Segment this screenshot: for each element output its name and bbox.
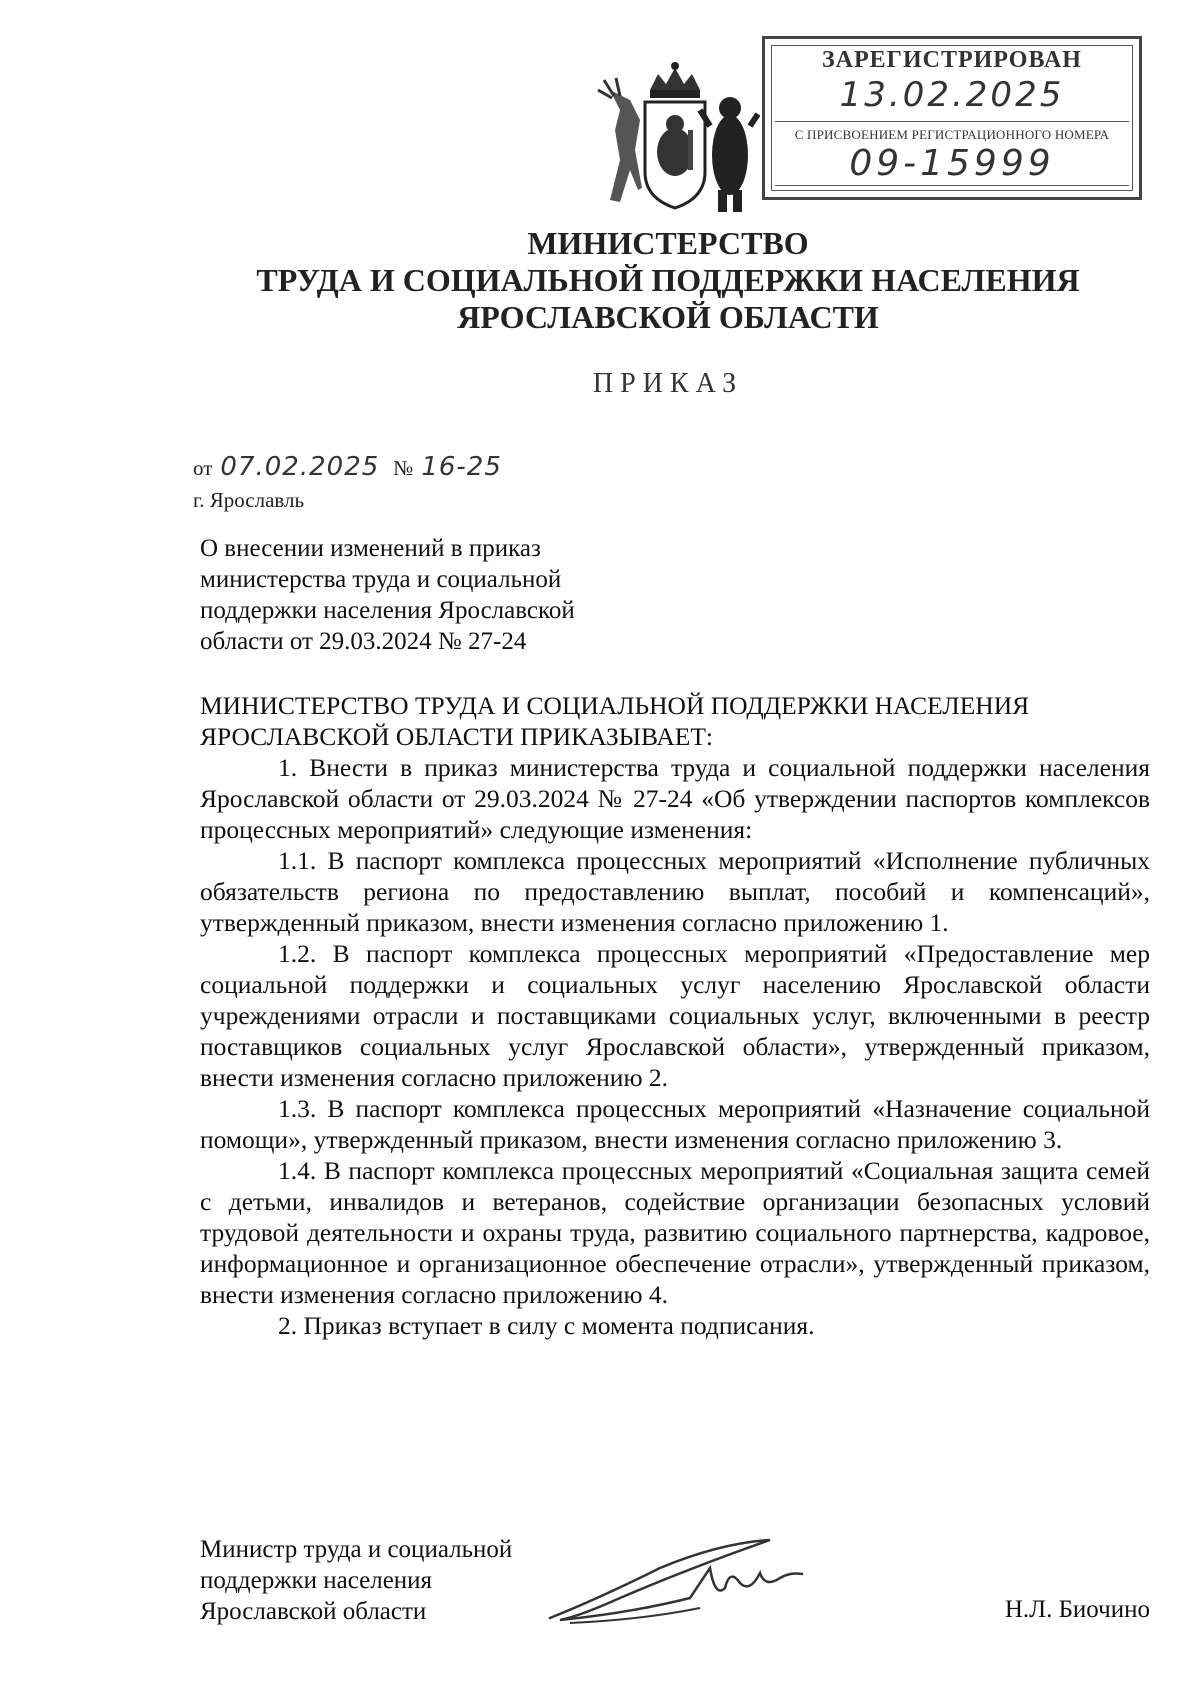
preamble: МИНИСТЕРСТВО ТРУДА И СОЦИАЛЬНОЙ ПОДДЕРЖКИ НАСЕЛЕНИЯ ЯРОСЛАВСКОЙ ОБЛАСТИ ПРИКАЗЫВАЕТ: [200,691,1030,751]
document-city: г. Ярославль [193,488,305,512]
from-label: от [193,456,213,480]
ministry-line2: ТРУДА И СОЦИАЛЬНОЙ ПОДДЕРЖКИ НАСЕЛЕНИЯ [256,262,1080,298]
signatory-line2: поддержки населения [200,1567,433,1594]
ministry-line1: МИНИСТЕРСТВО [527,225,809,261]
paragraph-2: 2. Приказ вступает в силу с момента подписания. [278,1311,815,1340]
stamp-caption: С ПРИСВОЕНИЕМ РЕГИСТРАЦИОННОГО НОМЕРА [794,127,1110,142]
signatory-line1: Министр труда и социальной [200,1536,513,1563]
ministry-header [150,225,1186,336]
handwritten-signature [540,1528,820,1638]
paragraph-1: 1. Внести в приказ министерства труда и социальной поддержки населения Ярославской области от 29.03.2024 № 27-24 «Об утверждении паспортов комплексов процессных мероприятий» следующие изменения: [200,753,1150,844]
document-subject: О внесении изменений в приказ министерства труда и социальной поддержки населения Ярославской области от 29.03.2024 № 27-24 [200,535,575,655]
registration-stamp [762,36,1142,200]
document-meta [193,452,516,482]
signatory-line3: Ярославской области [200,1598,427,1625]
ministry-line3: ЯРОСЛАВСКОЙ ОБЛАСТИ [457,299,879,335]
signatory-name: Н.Л. Биочино [1004,1596,1150,1623]
paragraph-1-4: 1.4. В паспорт комплекса процессных мероприятий «Социальная защита семей с детьми, инвалидов и ветеранов, содействие организации безопасных условий трудовой деятельности и охраны труда, развитию социального партнерства, кадровое, информационное и организационное обеспечение отрасли», утвержденный приказом, внести изменения согласно приложению 4. [200,1156,1150,1309]
document-date: 07.02.2025 [220,452,380,482]
document-number: 16-25 [421,452,502,482]
paragraph-1-2: 1.2. В паспорт комплекса процессных мероприятий «Предоставление мер социальной поддержки и социальных услуг населению Ярославской области учреждениями отрасли и поставщиками социальных услуг, включенными в реестр поставщиков социальных услуг Ярославской области», утвержденный приказом, внести изменения согласно приложению 2. [200,939,1150,1092]
number-label: № [393,456,414,480]
stamp-title: ЗАРЕГИСТРИРОВАН [822,47,1082,73]
paragraph-1-1: 1.1. В паспорт комплекса процессных мероприятий «Исполнение публичных обязательств региона по предоставлению выплат, пособий и компенсаций», утвержденный приказом, внести изменения согласно приложению 1. [200,846,1150,937]
paragraph-1-3: 1.3. В паспорт комплекса процессных мероприятий «Назначение социальной помощи», утвержденный приказом, внести изменения согласно приложению 3. [200,1094,1150,1154]
stamp-number: 09-15999 [849,143,1055,184]
stamp-date: 13.02.2025 [839,75,1065,115]
document-body [200,690,1150,1341]
document-type: ПРИКАЗ [592,368,744,399]
coat-of-arms-icon [590,60,760,222]
signatory-title [200,1534,512,1627]
